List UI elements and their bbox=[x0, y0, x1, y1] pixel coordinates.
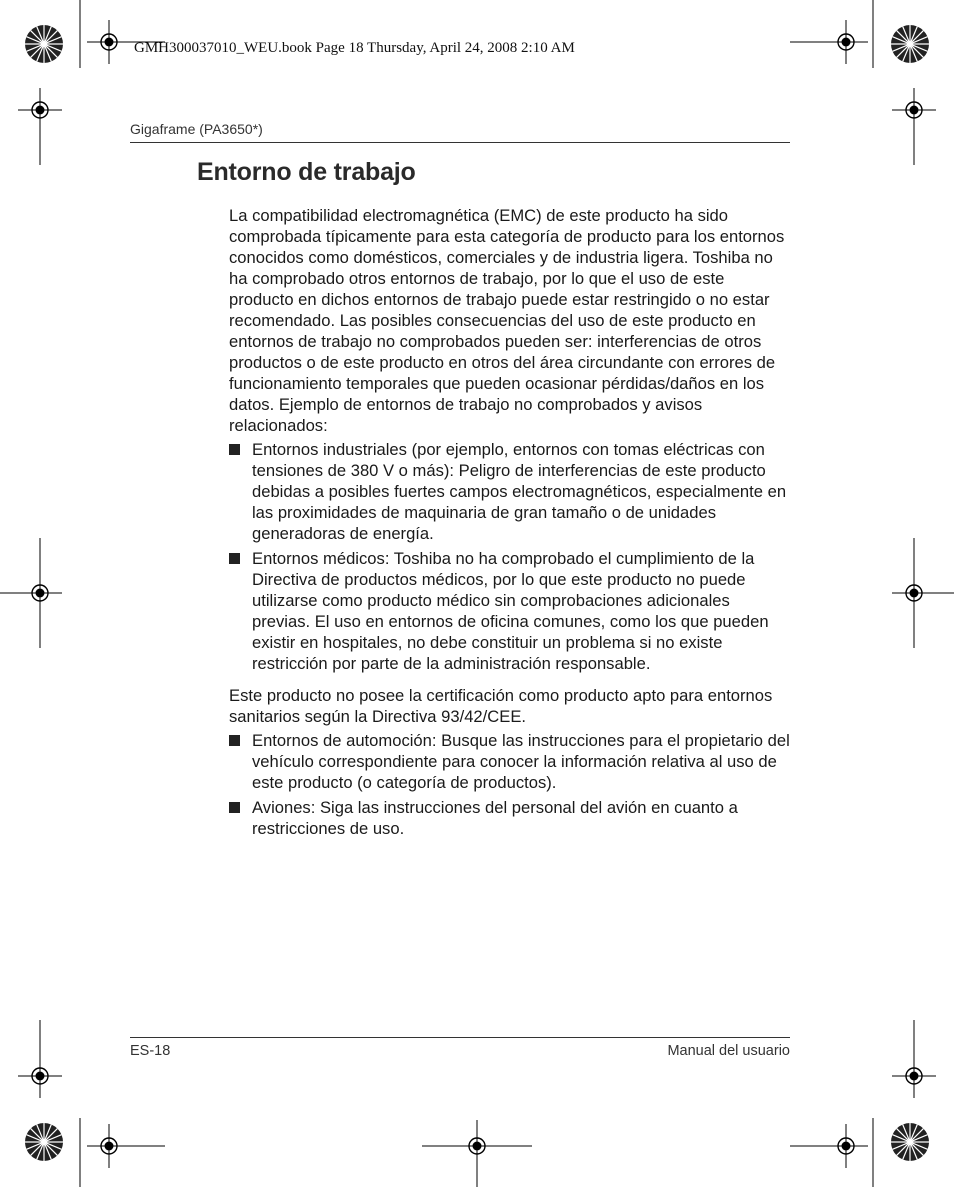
body-text bbox=[229, 205, 791, 843]
intro-paragraph: La compatibilidad electromagnética (EMC) de este producto ha sido comprobada típicamente para esta categoría de producto para los entornos conocidos como domésticos, comerciales y de industria ligera. Toshiba no ha comprobado otros entornos de trabajo, por lo que el uso de este producto en dichos entornos de trabajo puede estar restringido o no estar recomendado. Las posibles consecuencias del uso de este producto en entornos de trabajo no comprobados pueden ser: interferencias de otros productos o de este producto en otros del área circundante con errores de funcionamiento temporales que pueden ocasionar pérdidas/daños en los datos. Ejemplo de entornos de trabajo no comprobados y avisos relacionados: bbox=[229, 206, 785, 435]
page-number: ES-18 bbox=[130, 1043, 171, 1059]
header-rule bbox=[130, 142, 790, 143]
starburst-mark-bottom-left bbox=[25, 1123, 63, 1161]
list-item-text: Entornos de automoción: Busque las instrucciones para el propietario del vehículo correspondiente para conocer la información relativa al uso de este producto (o categoría de productos). bbox=[252, 731, 790, 792]
environment-list-b bbox=[229, 730, 791, 839]
starburst-mark-bottom-right bbox=[891, 1123, 929, 1161]
certification-paragraph: Este producto no posee la certificación como producto apto para entornos sanitarios según la Directiva 93/42/CEE. bbox=[229, 686, 773, 726]
environment-list-a bbox=[229, 439, 791, 674]
list-item bbox=[229, 439, 791, 544]
square-bullet-icon bbox=[229, 735, 240, 746]
manual-name: Manual del usuario bbox=[667, 1043, 790, 1059]
starburst-mark-top-right bbox=[891, 25, 929, 63]
list-item-text: Aviones: Siga las instrucciones del personal del avión en cuanto a restricciones de uso. bbox=[252, 798, 738, 838]
list-item bbox=[229, 548, 791, 674]
running-head: Gigaframe (PA3650*) bbox=[130, 121, 263, 137]
list-item-text: Entornos médicos: Toshiba no ha comprobado el cumplimiento de la Directiva de productos médicos, por lo que este producto no puede utilizarse como producto médico sin comprobaciones adicionales previas. El uso en entornos de oficina comunes, como los que pueden existir en hospitales, no debe constituir un problema si no existe restricción por parte de la administración responsable. bbox=[252, 549, 769, 673]
square-bullet-icon bbox=[229, 802, 240, 813]
footer-rule bbox=[130, 1037, 790, 1038]
print-slug: GMH300037010_WEU.book Page 18 Thursday, April 24, 2008 2:10 AM bbox=[134, 40, 575, 56]
list-item bbox=[229, 730, 791, 793]
section-title: Entorno de trabajo bbox=[197, 158, 416, 186]
list-item bbox=[229, 797, 791, 839]
square-bullet-icon bbox=[229, 553, 240, 564]
square-bullet-icon bbox=[229, 444, 240, 455]
list-item-text: Entornos industriales (por ejemplo, entornos con tomas eléctricas con tensiones de 380 V o más): Peligro de interferencias de este producto debidas a posibles fuertes campos electromagnéticos, especialmente en las proximidades de maquinaria de gran tamaño o de unidades generadoras de energía. bbox=[252, 440, 787, 543]
starburst-mark-top-left bbox=[25, 25, 63, 63]
